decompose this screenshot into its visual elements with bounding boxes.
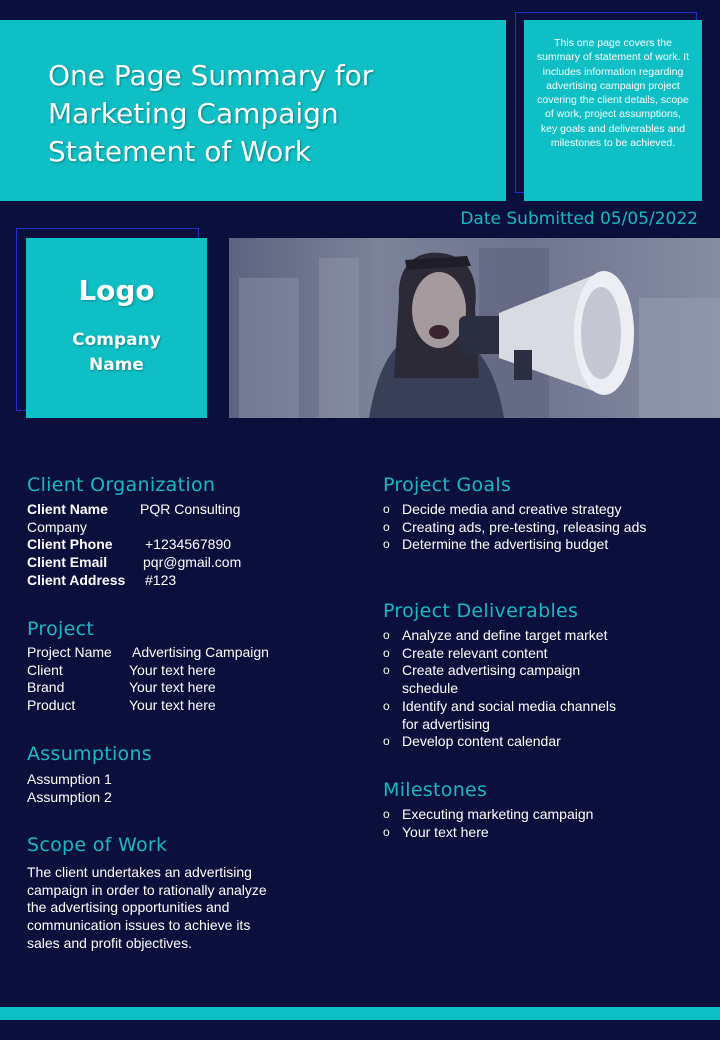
deliverable-item: o Develop content calendar bbox=[383, 733, 633, 751]
goal-item: o Creating ads, pre-testing, releasing ads bbox=[383, 519, 653, 537]
company-name: Company Name bbox=[72, 330, 161, 375]
client-name-value: PQR Consulting bbox=[140, 501, 241, 517]
goal-item: o Determine the advertising budget bbox=[383, 536, 653, 554]
project-name-row bbox=[27, 644, 327, 662]
project-name-label: Project Name bbox=[27, 644, 112, 660]
assumptions-list bbox=[27, 771, 327, 806]
description-box: This one page covers the summary of statement of work. It includes information regarding advertising campaign project covering the client details, scope of work, project assumptions, key goals and deliverables and milestones to be achieved. bbox=[524, 20, 702, 201]
deliverable-item: o Create relevant content bbox=[383, 645, 633, 663]
client-organization-heading: Client Organization bbox=[27, 474, 216, 496]
assumptions-heading: Assumptions bbox=[27, 743, 153, 765]
client-phone-value: +1234567890 bbox=[145, 536, 232, 553]
assumption-item: Assumption 1 bbox=[27, 771, 112, 787]
project-details bbox=[27, 644, 327, 715]
deliverable-item: o Identify and social media channels for advertising bbox=[383, 698, 633, 733]
project-product-label: Product bbox=[27, 697, 76, 714]
deliverable-item: o Create advertising campaign schedule bbox=[383, 662, 633, 697]
client-address-value: #123 bbox=[145, 571, 177, 588]
milestones-list bbox=[383, 806, 653, 841]
client-email-value: pqr@gmail.com bbox=[143, 554, 242, 571]
megaphone-illustration bbox=[229, 238, 720, 418]
milestone-item: o Your text here bbox=[383, 824, 653, 842]
project-goals-list bbox=[383, 501, 653, 554]
date-submitted: Date Submitted 05/05/2022 bbox=[460, 209, 698, 229]
project-name-value: Advertising Campaign bbox=[132, 644, 269, 660]
client-address-row bbox=[27, 572, 327, 590]
client-name-row bbox=[27, 501, 327, 519]
client-name-value-continued: Company bbox=[27, 518, 87, 535]
project-goals-heading: Project Goals bbox=[383, 474, 512, 496]
scope-of-work-text: The client undertakes an advertising campaign in order to rationally analyze the advertising opportunities and communication issues to achieve its sales and profit objectives. bbox=[27, 864, 267, 951]
deliverable-item: o Analyze and define target market bbox=[383, 627, 633, 645]
project-deliverables-list bbox=[383, 627, 633, 751]
milestone-item: o Executing marketing campaign bbox=[383, 806, 653, 824]
footer-band bbox=[0, 1007, 720, 1020]
client-name-label: Client Name bbox=[27, 501, 108, 517]
client-address-label: Client Address bbox=[27, 571, 126, 588]
client-name-continued-row bbox=[27, 519, 327, 537]
client-email-row bbox=[27, 554, 327, 572]
project-client-value: Your text here bbox=[129, 661, 216, 678]
project-brand-value: Your text here bbox=[129, 679, 216, 696]
client-phone-label: Client Phone bbox=[27, 536, 113, 553]
logo-box bbox=[26, 238, 207, 418]
project-heading: Project bbox=[27, 618, 95, 640]
milestones-heading: Milestones bbox=[383, 779, 488, 801]
logo-text: Logo bbox=[78, 274, 155, 307]
project-client-label: Client bbox=[27, 661, 63, 678]
project-client-row bbox=[27, 662, 327, 680]
goal-item: o Decide media and creative strategy bbox=[383, 501, 653, 519]
assumption-item: Assumption 2 bbox=[27, 788, 112, 805]
client-email-label: Client Email bbox=[27, 554, 108, 571]
client-phone-row bbox=[27, 536, 327, 554]
project-product-value: Your text here bbox=[129, 697, 216, 714]
client-organization-details bbox=[27, 501, 327, 589]
project-product-row bbox=[27, 697, 327, 715]
project-brand-label: Brand bbox=[27, 679, 65, 696]
page-title: One Page Summary for Marketing Campaign Statement of Work bbox=[48, 59, 374, 168]
scope-of-work-heading: Scope of Work bbox=[27, 834, 168, 856]
project-deliverables-heading: Project Deliverables bbox=[383, 600, 579, 622]
project-brand-row bbox=[27, 679, 327, 697]
megaphone-photo bbox=[229, 238, 720, 418]
